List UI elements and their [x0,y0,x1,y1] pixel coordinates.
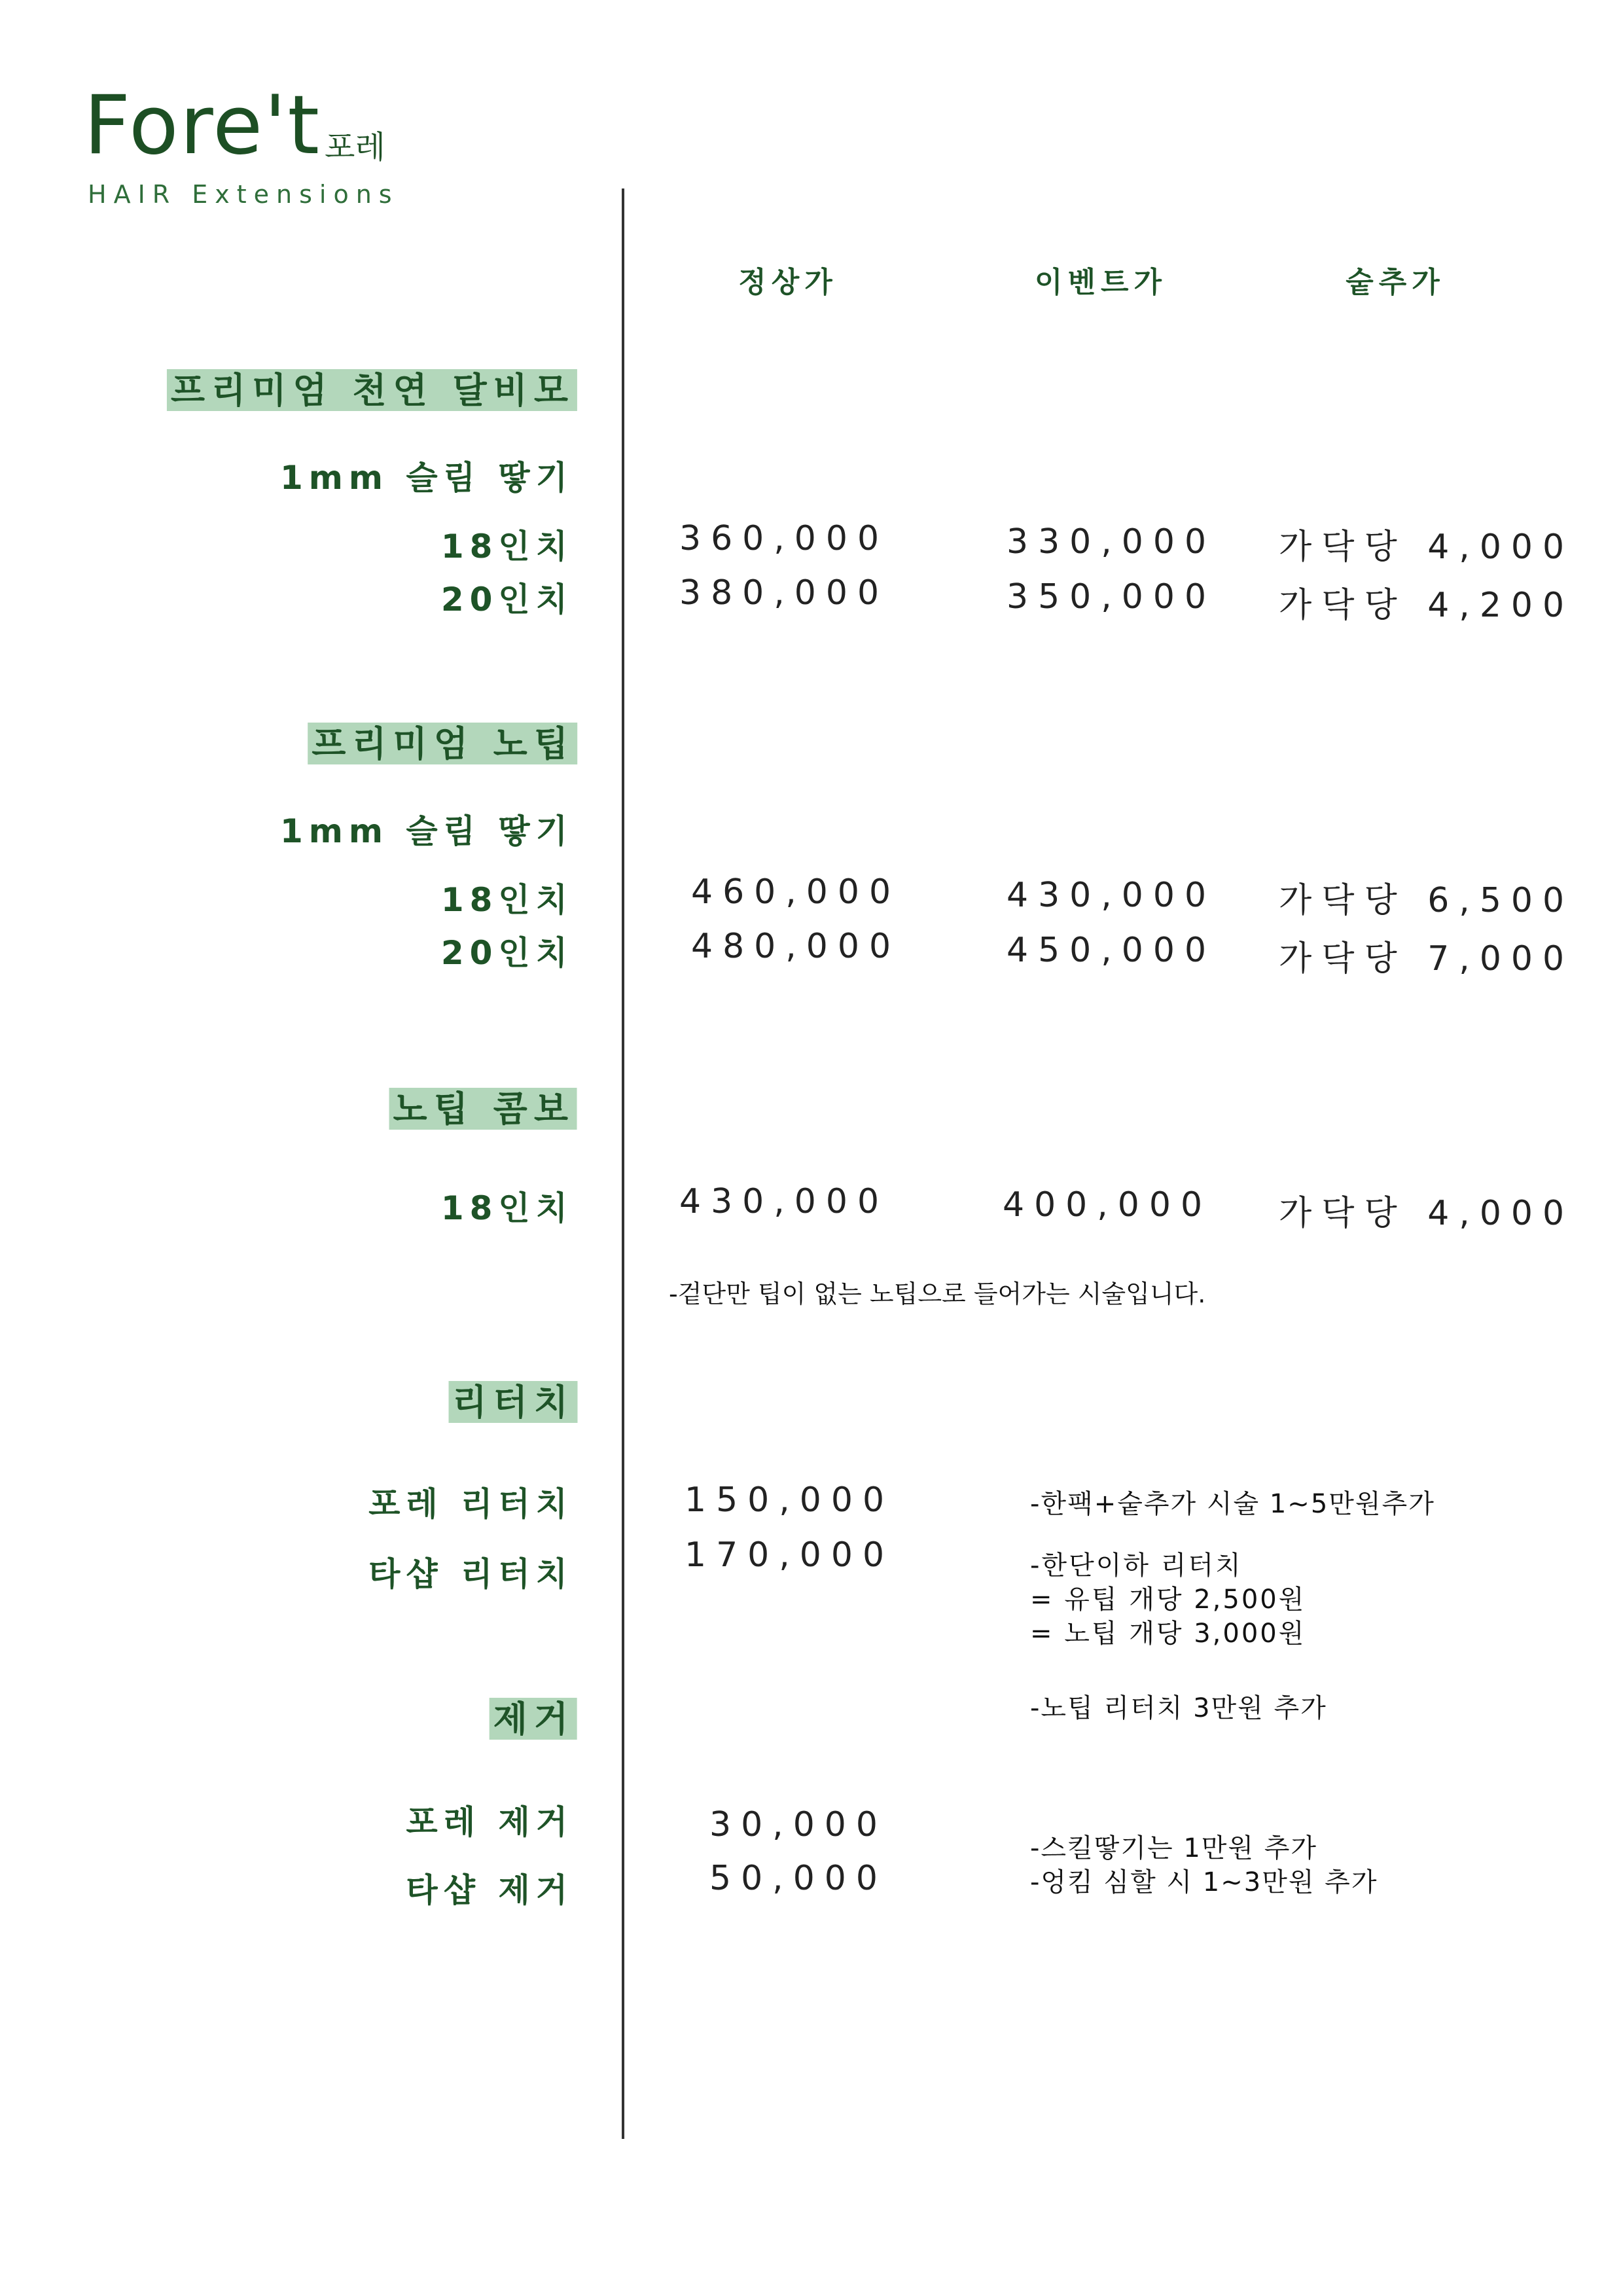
row-label-notip-20: 20인치 [440,934,573,972]
price-regular-removal-other: 50,000 [709,1859,887,1898]
row-label-dalbimo-20: 20인치 [440,581,573,619]
price-event-notip-20: 450,000 [1007,931,1217,970]
price-regular-retouch-other: 170,000 [685,1535,895,1575]
price-strand-notip-20: 가닥당 7,000 [1279,939,1575,978]
section-title-removal: 제거 [490,1698,577,1740]
vertical-divider [622,188,624,2139]
price-regular-dalbimo-18: 360,000 [679,519,889,558]
row-label-notip-18: 18인치 [440,881,573,919]
removal-note-tangle: -엉킴 심할 시 1~3만원 추가 [1030,1867,1378,1897]
row-label-retouch-forest: 포레 리터치 [368,1485,573,1523]
price-regular-retouch-forest: 150,000 [685,1480,895,1520]
column-header-event: 이벤트가 [1034,266,1168,299]
brand-name-korean: 포레 [325,129,385,166]
price-event-dalbimo-20: 350,000 [1007,577,1217,617]
price-strand-notip-18: 가닥당 6,500 [1279,881,1575,920]
row-label-removal-other: 타샵 제거 [406,1871,573,1909]
row-label-removal-forest: 포레 제거 [406,1803,573,1841]
price-regular-removal-forest: 30,000 [709,1805,887,1844]
retouch-note-notip: -노팁 리터치 3만원 추가 [1030,1693,1327,1723]
section-title-combo: 노팁 콤보 [389,1088,577,1130]
row-label-dalbimo-18: 18인치 [440,528,573,565]
price-strand-combo-18: 가닥당 4,000 [1279,1194,1575,1233]
retouch-note-single: -한단이하 리터치 = 유팁 개당 2,500원 = 노팁 개당 3,000원 [1030,1551,1306,1649]
retouch-note-pack: -한팩+숱추가 시술 1~5만원추가 [1030,1489,1435,1519]
column-header-strand: 숱추가 [1346,266,1445,299]
price-regular-combo-18: 430,000 [679,1182,889,1221]
row-label-combo-18: 18인치 [440,1189,573,1227]
price-strand-dalbimo-18: 가닥당 4,000 [1279,528,1575,567]
brand-logo: Fore't [84,79,321,173]
price-regular-dalbimo-20: 380,000 [679,573,889,613]
price-event-notip-18: 430,000 [1007,876,1217,915]
section-title-dalbimo: 프리미엄 천연 달비모 [167,369,577,411]
column-header-regular: 정상가 [738,266,838,299]
price-regular-notip-18: 460,000 [691,872,901,912]
price-regular-notip-20: 480,000 [691,927,901,966]
removal-note-skill: -스킬땋기는 1만원 추가 [1030,1833,1318,1863]
method-label-dalbimo: 1mm 슬림 땋기 [279,459,573,497]
method-label-notip: 1mm 슬림 땋기 [279,812,573,850]
section-title-notip: 프리미엄 노팁 [308,723,577,764]
brand-subtitle: HAIR Extensions [88,180,399,209]
price-event-combo-18: 400,000 [1003,1185,1213,1225]
combo-note: -겉단만 팁이 없는 노팁으로 들어가는 시술입니다. [669,1280,1206,1308]
price-event-dalbimo-18: 330,000 [1007,522,1217,562]
row-label-retouch-other: 타샵 리터치 [368,1555,573,1593]
price-strand-dalbimo-20: 가닥당 4,200 [1279,586,1575,625]
section-title-retouch: 리터치 [449,1381,578,1423]
